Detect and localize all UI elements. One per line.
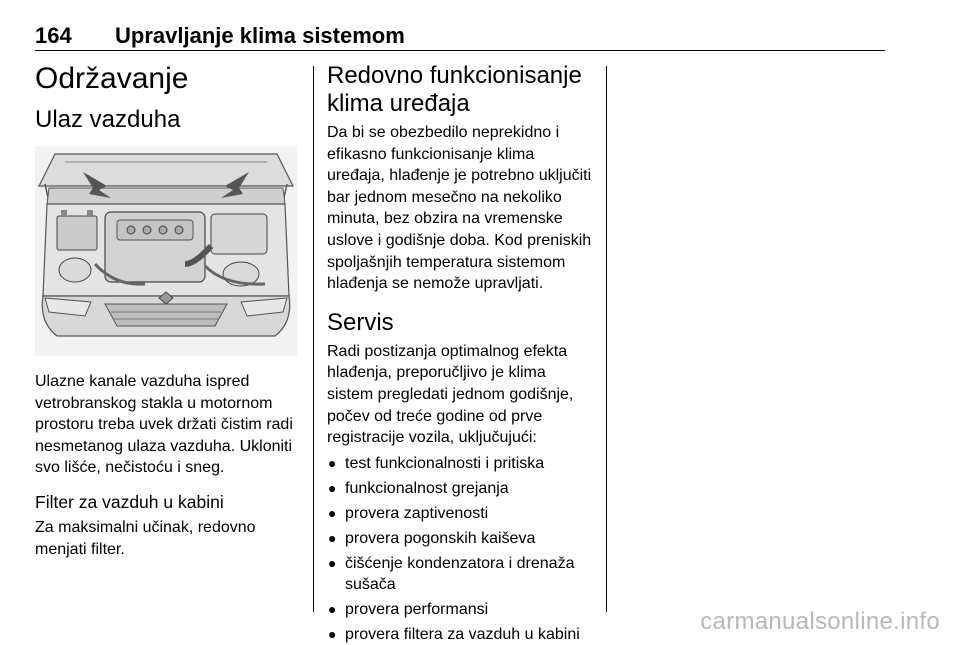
column-divider [313, 66, 314, 612]
bullet-icon: ● [328, 504, 337, 521]
watermark[interactable]: carmanualsonline.info [700, 608, 940, 635]
bullet-icon: ● [328, 625, 337, 642]
page-header [35, 20, 885, 51]
list-item: ● test funkcionalnosti i pritiska [328, 454, 545, 472]
section-title: Održavanje [35, 62, 189, 95]
bullet-icon: ● [328, 600, 337, 617]
bullet-icon: ● [328, 529, 337, 546]
subsection-title: Ulaz vazduha [35, 106, 181, 133]
service-title: Servis [327, 308, 394, 336]
air-inlet-paragraph: Ulazne kanale vazduha ispred vetrobranskog stakla u motornom prostoru treba uvek držati čistim radi nesmetanog ulaza vazduha. Ukloniti svo lišće, nečistoću i sneg. [35, 373, 293, 477]
page-number: 164 [35, 23, 72, 48]
list-item: ● čišćenje kondenzatora i drenaža sušača [328, 554, 575, 593]
regular-operation-title: Redovno funkcionisanje klima uređaja [327, 62, 582, 117]
engine-bay-illustration [35, 146, 297, 356]
right-column [327, 62, 593, 645]
bullet-icon: ● [328, 554, 337, 571]
regular-operation-paragraph: Da bi se obezbedilo neprekidno i efikasno funkcionisanje klima uređaja, hlađenje je potrebno uključiti bar jednom mesečno na nekoliko minuta, bez obzira na vremenske uslove i godišnje doba. Kod preniskih spoljašnjih temperatura sistemom hlađenja se nemože upravljati. [327, 124, 592, 293]
service-paragraph: Radi postizanja optimalnog efekta hlađenja, preporučljivo je klima sistem pregledati jednom godišnje, počev od treće godine od prve registracije vozila, uključujući: [327, 342, 574, 447]
bullet-icon: ● [328, 479, 337, 496]
list-item: ● provera pogonskih kaiševa [328, 529, 536, 547]
header-title: Upravljanje klima sistemom [115, 23, 405, 48]
filter-paragraph: Za maksimalni učinak, redovno menjati filter. [35, 518, 256, 558]
left-column [35, 62, 297, 560]
list-item: ● provera filtera za vazduh u kabini [328, 625, 580, 643]
service-checklist [327, 453, 593, 645]
column-divider [606, 66, 607, 612]
list-item: ● funkcionalnost grejanja [328, 479, 509, 497]
bullet-icon: ● [328, 454, 337, 471]
filter-heading: Filter za vazduh u kabini [35, 491, 224, 512]
list-item: ● provera zaptivenosti [328, 504, 489, 522]
list-item: ● provera performansi [328, 600, 489, 618]
